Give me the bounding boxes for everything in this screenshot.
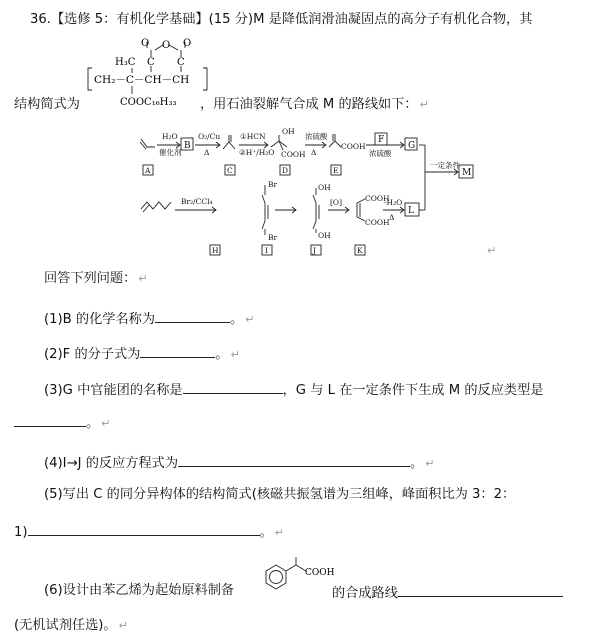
label-h: H [212, 246, 219, 255]
reagent-o2-cu: O₂/Cu [198, 132, 221, 141]
q2-text: (2)F 的分子式为 [44, 347, 141, 362]
return-mark: ↵ [487, 244, 497, 257]
return-mark: ↵ [274, 526, 284, 539]
question-6 [44, 582, 234, 600]
reagent-h2o: H₂O [162, 132, 178, 141]
return-mark: ↵ [230, 348, 240, 361]
return-mark: ↵ [118, 619, 128, 632]
box-l: L [408, 206, 414, 216]
q5-end: 。 [259, 525, 273, 540]
o-top-1: O [141, 38, 150, 49]
q3-blank-1[interactable] [183, 379, 283, 394]
label-oh-top: OH [318, 183, 331, 192]
route-return [485, 242, 496, 260]
reagent-h2so4-2: 浓硫酸 [369, 149, 392, 158]
question-3 [44, 379, 544, 400]
box-b: B [184, 141, 191, 151]
intro-right [200, 96, 429, 114]
q4-end: 。 [410, 456, 424, 471]
h3c-label: H₃C [115, 57, 136, 68]
q1-end: 。 [230, 312, 244, 327]
return-mark: ↵ [245, 313, 255, 326]
q3-end: 。 [86, 416, 100, 431]
q4-blank[interactable] [178, 452, 410, 467]
answer-prompt [44, 270, 148, 288]
label-d: D [282, 166, 289, 175]
target-structure [252, 553, 334, 605]
label-c: C [227, 166, 233, 175]
q3-text-a: (3)G 中官能团的名称是 [44, 383, 183, 398]
reagent-h-h2o: ②H⁺/H₂O [239, 148, 275, 157]
return-mark: ↵ [138, 272, 148, 285]
reagent-dehydrate: -H₂O [384, 198, 403, 207]
question-5-cont [14, 521, 284, 542]
ester-label: COOC₁₆H₃₃ [120, 97, 177, 108]
backbone-label: CH₂－C－CH－CH [94, 74, 190, 86]
reagent-heat-2: Δ [311, 148, 317, 157]
q5-ratio-end: 1) [14, 525, 28, 540]
intro-left [14, 96, 80, 114]
q2-blank[interactable] [140, 343, 215, 358]
label-br-top: Br [268, 180, 278, 189]
box-m: M [462, 168, 472, 178]
label-cooh-d: COOH [281, 150, 306, 159]
reagent-heat-3: Δ [389, 213, 395, 222]
return-mark: ↵ [101, 417, 111, 430]
label-oh-bottom: OH [318, 231, 331, 240]
label-br-bottom: Br [268, 233, 278, 242]
q5-text: (5)写出 C 的同分异构体的结构简式(核磁共振氢谱为三组峰，峰面积比为 3：2： [44, 487, 516, 502]
label-e: E [333, 166, 339, 175]
q1-text: (1)B 的化学名称为 [44, 312, 156, 327]
reagent-heat-1: Δ [204, 148, 210, 157]
q4-text: (4)I→J 的反应方程式为 [44, 456, 179, 471]
target-cooh: COOH [305, 568, 334, 578]
return-mark: ↵ [425, 457, 435, 470]
label-i: I [265, 246, 268, 255]
question-3-cont [14, 412, 110, 433]
q1-blank[interactable] [155, 308, 230, 323]
q3-text-b: ，G 与 L 在一定条件下生成 M 的反应类型是 [282, 383, 544, 398]
label-k: K [357, 246, 363, 255]
q6-text-b: 的合成路线 [332, 586, 398, 601]
reagent-oxidation: [O] [330, 198, 343, 207]
return-mark: ↵ [419, 98, 429, 111]
label-cooh-e: COOH [341, 142, 366, 151]
box-g: G [408, 141, 416, 151]
reagent-hcn: ①HCN [240, 132, 266, 141]
question-1 [44, 308, 254, 329]
question-2 [44, 343, 240, 364]
synthesis-route [135, 125, 485, 257]
reagent-catalyst: 催化剂 [159, 148, 182, 157]
question-4 [44, 452, 434, 473]
c-label-2: C [177, 57, 185, 68]
label-a: A [145, 166, 151, 175]
answer-prompt-text: 回答下列问题： [44, 271, 137, 286]
question-header-text: 36.【选修 5：有机化学基础】(15 分)M 是降低润滑油凝固点的高分子有机化合物，其 [30, 12, 533, 27]
intro-right-text: ，用石油裂解气合成 M 的路线如下： [200, 97, 418, 112]
label-cooh-k-top: COOH [365, 194, 390, 203]
o-top-2: O [162, 40, 171, 51]
q2-end: 。 [215, 347, 229, 362]
question-header [30, 11, 532, 29]
reagent-h2so4-1: 浓硫酸 [305, 132, 328, 141]
question-6-cont [14, 617, 128, 635]
q6-text-a: (6)设计由苯乙烯为起始原料制备 [44, 583, 235, 598]
box-f: F [378, 135, 385, 145]
label-j: J [313, 246, 317, 255]
o-top-3: O [183, 38, 192, 49]
question-6-b [332, 582, 563, 603]
benzene-ring [266, 565, 286, 589]
label-cooh-k-bottom: COOH [365, 218, 390, 227]
reagent-br2: Br₂/CCl₄ [181, 197, 213, 206]
q5-blank[interactable] [28, 521, 260, 536]
reagent-condition: 一定条件 [430, 161, 460, 170]
c-label-1: C [147, 57, 155, 68]
q6-end: (无机试剂任选)。 [14, 618, 117, 633]
q3-blank-2[interactable] [14, 412, 86, 427]
intro-left-text: 结构简式为 [14, 97, 80, 112]
q6-blank[interactable] [398, 582, 563, 597]
question-5 [44, 486, 515, 504]
label-oh-d: OH [282, 127, 295, 136]
structure-m [85, 38, 215, 116]
